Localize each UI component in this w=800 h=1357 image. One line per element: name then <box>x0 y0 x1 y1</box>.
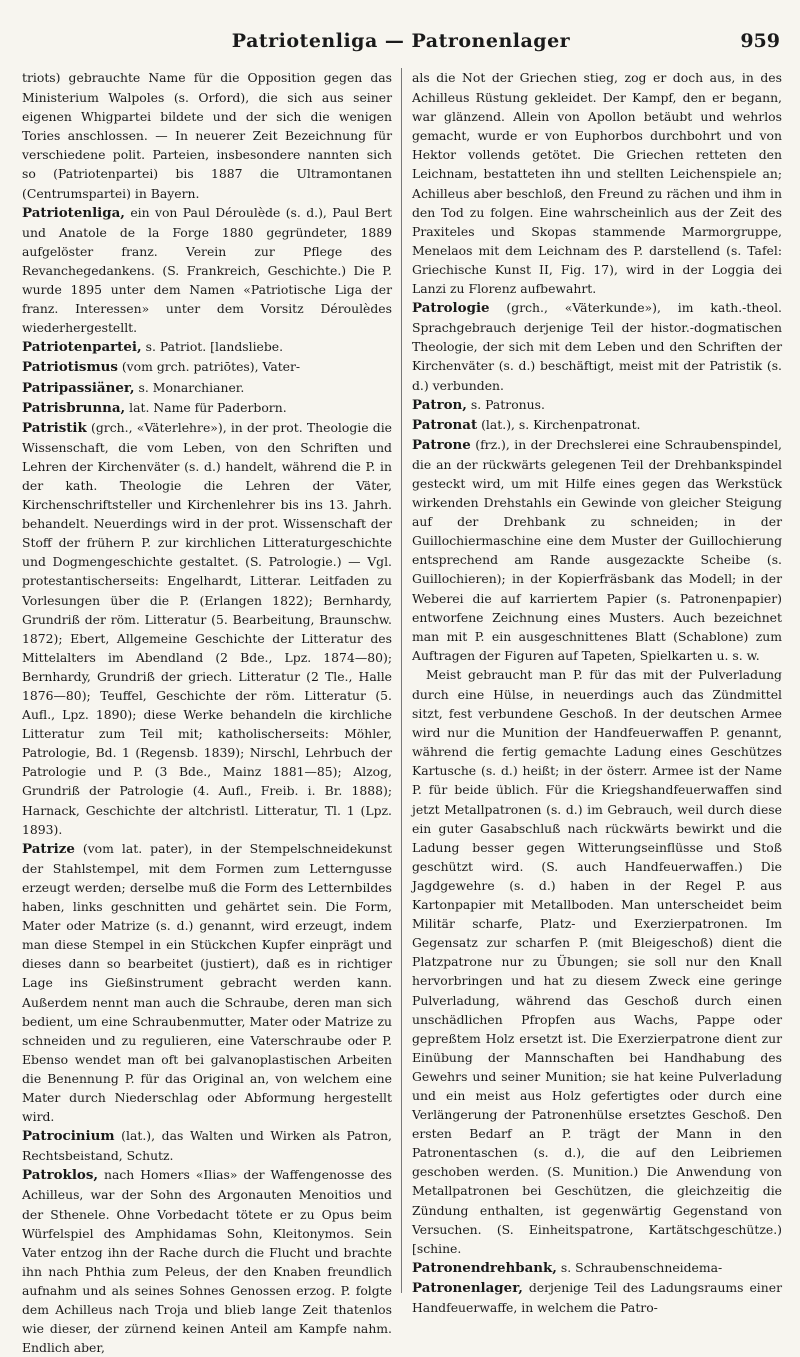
text-columns <box>22 68 782 1356</box>
entry-headword: Patronenlager, <box>412 1279 523 1296</box>
entry-text: s. Monarchianer. <box>134 379 245 395</box>
entry <box>412 1258 782 1278</box>
entry-text: (lat.), das Walten und Wirken als Patron, Rechtsbeistand, Schutz. <box>22 1128 392 1164</box>
entry-headword: Patriotenliga, <box>22 204 125 221</box>
entry-text: s. Patriot. [landsliebe. <box>141 339 284 355</box>
entry-text: triots) gebrauchte Name für die Opposition gegen das Ministerium Walpoles (s. Orford), die sich aus seiner eigenen Whigpartei bildete und der sich die wenigen Tories anschlossen. — In neuerer Zeit Bezeichnung für verschiedene polit. Parteien, insbesondere nannten sich so (Patriotenpartei) bis 1887 die Ultramontanen (Centrumspartei) in Bayern. <box>22 70 392 201</box>
entry <box>22 398 392 418</box>
entry-text: (vom grch. patriōtes), Vater- <box>117 359 301 375</box>
entry-headword: Patron, <box>412 396 467 413</box>
entry <box>22 357 392 377</box>
entry-headword: Patronat <box>412 416 478 433</box>
entry <box>412 435 782 665</box>
entry <box>22 418 392 839</box>
entry-text: als die Not der Griechen stieg, zog er doch aus, in des Achilleus Rüstung gekleidet. Der Kampf, den er begann, war glänzend. Allein von Apollon betäubt und wehrlos gemacht, wurde er von Euphorbos durchbohrt und von Hektor vollends getötet. Die Griechen retteten den Leichnam, bestatteten ihn und stellten Leichenspiele an; Achilleus aber beschloß, den Freund zu rächen und ihm in den Tod zu folgen. Eine wahrscheinlich aus der Zeit des Praxiteles und Skopas stammende Marmorgruppe, Menelaos mit dem Leichnam des P. darstellend (s. Tafel: Griechische Kunst II, Fig. 17), wird in der Loggia dei Lanzi zu Florenz aufbewahrt. <box>412 70 782 297</box>
entry-text: s. Patronus. <box>466 396 545 412</box>
entry-text: (vom lat. pater), in der Stempelschneidekunst der Stahlstempel, mit dem Formen zum Letterngusse erzeugt werden; derselbe muß die Form des Letternbildes haben, links geschnitten und gehärtet sein. Die Form, Mater oder Matrize (s. d.) genannt, wird erzeugt, indem man diese Stempel in ein Stückchen Kupfer einprägt und dieses dann so bearbeitet (justiert), daß es in richtiger Lage ins Gießinstrument gebracht werden kann. Außerdem nennt man auch die Schraube, deren man sich bedient, um eine Schraubenmutter, Mater oder Matrize zu schneiden und zu regulieren, eine Vaterschraube oder P. Ebenso wendet man oft bei galvanoplastischen Arbeiten die Benennung P. für das Original an, von welchem eine Mater durch Niederschlag oder Abformung hergestellt wird. <box>22 840 392 1125</box>
entry <box>22 839 392 1126</box>
entry-headword: Patristik <box>22 419 87 436</box>
entry <box>412 1278 782 1317</box>
entry-text: lat. Name für Paderborn. <box>125 399 287 415</box>
entry-paragraph <box>412 665 782 1258</box>
entry-headword: Patriotenpartei, <box>22 339 142 356</box>
entry <box>412 395 782 415</box>
page-header <box>22 30 780 58</box>
column-divider <box>401 68 402 1293</box>
entry <box>22 68 392 203</box>
entry <box>22 1126 392 1165</box>
entry <box>22 203 392 338</box>
entry-headword: Patronendrehbank, <box>412 1259 557 1276</box>
left-column <box>22 68 392 1356</box>
entry-headword: Patrone <box>412 436 471 453</box>
entry <box>412 298 782 394</box>
entry-text: nach Homers «Ilias» der Waffengenosse des Achilleus, war der Sohn des Argonauten Menoitios und der Sthenele. Ohne Vorbedacht tötete er zu Opus beim Würfelspiel des Amphidamas Sohn, Kleitonymos. Sein Vater entzog ihn der Rache durch die Flucht und brachte ihn nach Phthia zum Peleus, der den Knaben freundlich aufnahm und als seines Sohnes Genossen erzog. P. folgte dem Achilleus nach Troja und blieb lange Zeit thatenlos wie dieser, der zürnend keinen Anteil am Kampfe nahm. Endlich aber, <box>22 1167 392 1356</box>
running-title: Patriotenliga — Patronenlager <box>231 30 571 52</box>
entry <box>412 415 782 435</box>
entry-text: (grch., «Väterlehre»), in der prot. Theologie die Wissenschaft, die vom Leben, von den Schriften und Lehren der Kirchenväter (s. d.) handelt, während die P. in der kath. Theologie die Lehren der Väter, Kirchenschriftsteller und Kirchenlehrer bis ins 13. Jahrh. behandelt. Neuerdings wird in der prot. Wissenschaft der Stoff der frühern P. zur kirchlichen Litteraturgeschichte und Dogmengeschichte gestaltet. (S. Patrologie.) — Vgl. protestantischerseits: Engelhardt, Litterar. Leitfaden zu Vorlesungen über die P. (Erlangen 1822); Bernhardy, Grundriß der röm. Litteratur (5. Bearbeitung, Braunschw. 1872); Ebert, Allgemeine Geschichte der Litteratur des Mittelalters im Abendland (2 Bde., Lpz. 1874—80); Bernhardy, Grundriß der griech. Litteratur (2 Tle., Halle 1876—80); Teuffel, Geschichte der röm. Litteratur (5. Aufl., Lpz. 1890); diese Werke behandeln die kirchliche Litteratur zum Teil mit; katholischerseits: Möhler, Patrologie, Bd. 1 (Regensb. 1839); Nirschl, Lehrbuch der Patrologie und P. (3 Bde., Mainz 1881—85); Alzog, Grundriß der Patrologie (4. Aufl., Freib. i. Br. 1888); Harnack, Geschichte der altchristl. Litteratur, Tl. 1 (Lpz. 1893). <box>22 419 392 837</box>
entry-headword: Patriotismus <box>22 359 118 376</box>
entry-text: derjenige Teil des Ladungsraums einer Handfeuerwaffe, in welchem die Patro- <box>412 1279 782 1315</box>
entry-text: (grch., «Väterkunde»), im kath.-theol. Sprachgebrauch derjenige Teil der histor.-dogmatischen Theologie, der sich mit dem Leben und den Schriften der Kirchenväter (s. d.) beschäftigt, meist mit der Patristik (s. d.) verbunden. <box>412 300 782 393</box>
entry-text: s. Schraubenschneidema- <box>556 1259 723 1275</box>
right-column <box>412 68 782 1315</box>
entry <box>22 337 392 357</box>
entry-headword: Patrologie <box>412 300 490 317</box>
entry-headword: Patroklos, <box>22 1167 99 1184</box>
entry-headword: Patrocinium <box>22 1128 115 1145</box>
entry-headword: Patripassiäner, <box>22 379 135 396</box>
entry-headword: Patrize <box>22 840 75 857</box>
entry-text: ein von Paul Déroulède (s. d.), Paul Bert und Anatole de la Forge 1880 gegründeter, 1889 aufgelöster franz. Verein zur Pflege des Revanchegedankens. (S. Frankreich, Geschichte.) Die P. wurde 1895 unter dem Namen «Patriotische Liga der franz. Interessen» unter dem Vorsitz Déroulèdes wiederhergestellt. <box>22 204 392 336</box>
entry-text: (lat.), s. Kirchenpatronat. <box>477 416 641 432</box>
entry <box>412 68 782 298</box>
entry <box>22 1165 392 1357</box>
entry-text: (frz.), in der Drechslerei eine Schraubenspindel, die an der rückwärts gelegenen Teil der Drehbankspindel gesteckt wird, um mit Hilfe eines gegen das Werkstück wirkenden Drehstahls ein Gewinde von gleicher Steigung auf der Drehbank zu schneiden; in der Guillochiermaschine eine dem Muster der Guillochierung entsprechend am Rande ausgezackte Scheibe (s. Guillochieren); in der Kopierfräsbank das Modell; in der Weberei die auf karriertem Papier (s. Patronenpapier) entworfene Zeichnung eines Musters. Auch bezeichnet man mit P. ein ausgeschnittenes Blatt (Schablone) zum Auftragen der Figuren auf Tapeten, Spielkarten u. s. w. <box>412 436 782 663</box>
entry <box>22 378 392 398</box>
entry-headword: Patrisbrunna, <box>22 399 126 416</box>
entry-text: Meist gebraucht man P. für das mit der Pulverladung durch eine Hülse, in neuerdings auch das Zündmittel sitzt, fest verbundene Geschoß. In der deutschen Armee wird nur die Munition der Handfeuerwaffen P. genannt, während die fertig gemachte Ladung eines Geschützes Kartusche (s. d.) heißt; in der österr. Armee ist der Name P. für beide üblich. Für die Kriegshandfeuerwaffen sind jetzt Metallpatronen (s. d.) im Gebrauch, weil durch diese ein guter Gasabschluß nach rückwärts bewirkt und die Ladung besser gegen Witterungseinflüsse und Stoß geschützt wird. (S. auch Handfeuerwaffen.) Die Jagdgewehre (s. d.) haben in der Regel P. aus Kartonpapier mit Metallboden. Man unterscheidet beim Militär scharfe, Platz- und Exerzierpatronen. Im Gegensatz zur scharfen P. (mit Bleigeschoß) dient die Platzpatrone nur zu Übungen; sie soll nur den Knall hervorbringen und hat zu diesem Zweck eine geringe Pulverladung, während das Geschoß durch einen unschädlichen Pfropfen aus Wachs, Pappe oder gepreßtem Holz ersetzt ist. Die Exerzierpatrone dient zur Einübung der Mannschaften bei Handhabung des Gewehrs und seiner Munition; sie hat keine Pulverladung und ein meist aus Holz gefertigtes oder durch eine Verlängerung der Patronenhülse ersetztes Geschoß. Den ersten Bedarf an P. trägt der Mann in den Patronentaschen (s. d.), die auf den Leibriemen geschoben werden. (S. Munition.) Die Anwendung von Metallpatronen bei Geschützen, die gleichzeitig die Zündung enthalten, ist gegenwärtig Gegenstand von Versuchen. (S. Einheitspatrone, Kartätschgeschütze.) [schine. <box>412 666 782 1256</box>
page-number: 959 <box>740 30 780 52</box>
